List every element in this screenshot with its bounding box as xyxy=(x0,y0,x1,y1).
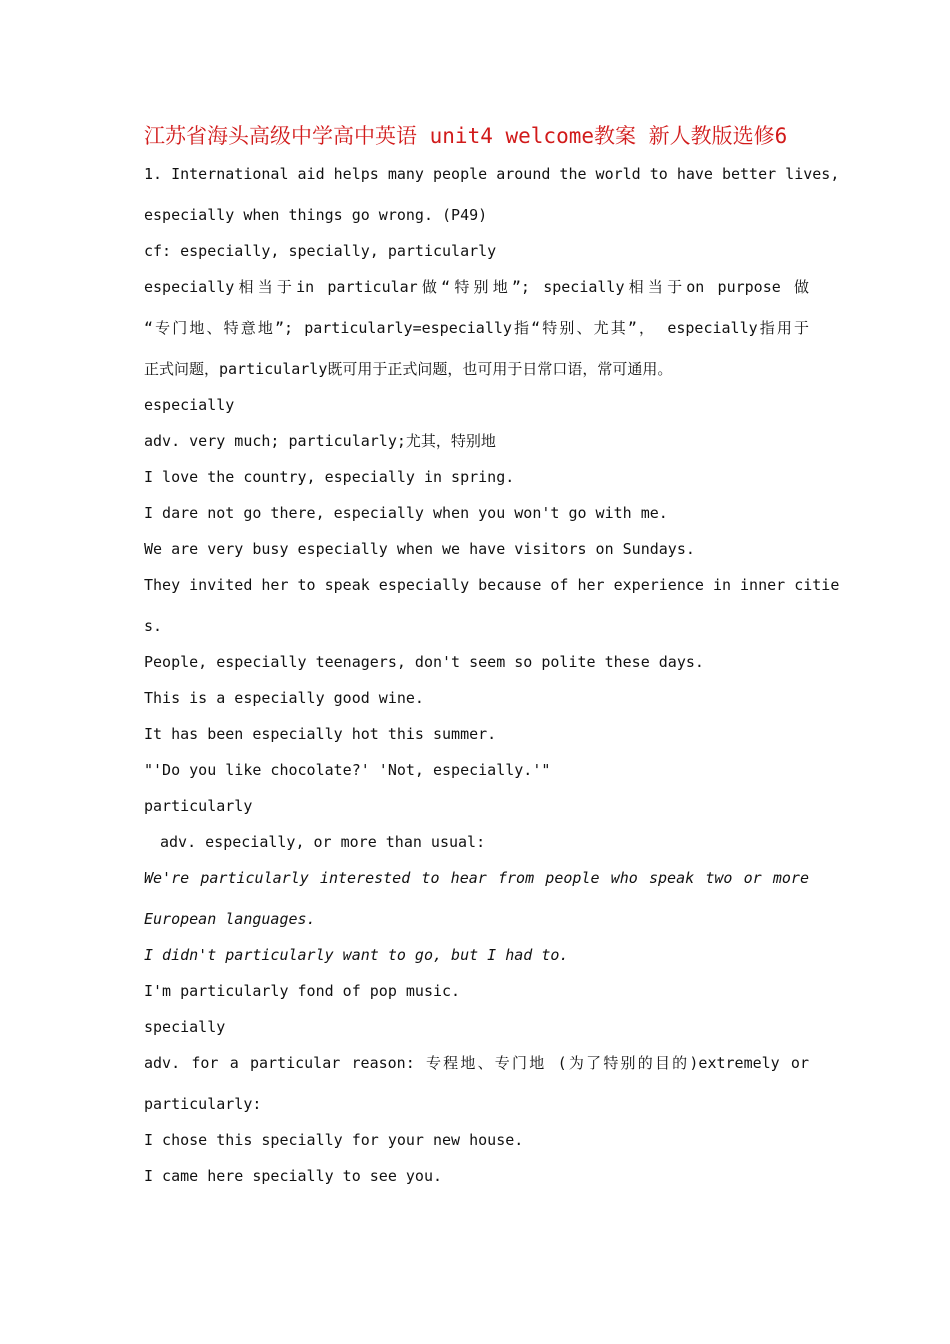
text-line: I love the country, especially in spring. xyxy=(144,468,515,486)
text-line: I'm particularly fond of pop music. xyxy=(144,982,461,1000)
text-line: We're particularly interested to hear from people who speak two or more xyxy=(144,869,809,887)
text-line: adv. for a particular reason: 专程地、专门地 (为了特别的目的)extremely or xyxy=(144,1054,809,1072)
text-line: This is a especially good wine. xyxy=(144,689,424,707)
text-line: “专门地、特意地”; particularly=especially指“特别、尤其”， especially指用于 xyxy=(144,319,809,337)
text-line: 1. International aid helps many people around the world to have better lives, xyxy=(144,165,840,183)
text-line: "'Do you like chocolate?' 'Not, especially.'" xyxy=(144,761,551,779)
text-line: specially xyxy=(144,1018,226,1036)
text-line: We are very busy especially when we have visitors on Sundays. xyxy=(144,540,695,558)
text-line: European languages. xyxy=(144,910,316,928)
text-line: adv. especially, or more than usual: xyxy=(160,833,486,851)
text-line: s. xyxy=(144,617,163,635)
text-line: particularly xyxy=(144,797,253,815)
text-line: especially相当于in particular做“特别地”; specially相当于on purpose 做 xyxy=(144,278,809,296)
text-line: They invited her to speak especially because of her experience in inner citie xyxy=(144,576,840,594)
text-line: adv. very much; particularly;尤其，特别地 xyxy=(144,432,496,450)
text-line: I came here specially to see you. xyxy=(144,1167,443,1185)
text-line: especially xyxy=(144,396,235,414)
text-line: I didn't particularly want to go, but I had to. xyxy=(144,946,569,964)
document-title: 江苏省海头高级中学高中英语 unit4 welcome教案 新人教版选修6 xyxy=(144,124,788,148)
text-line: 正式问题，particularly既可用于正式问题，也可用于日常口语，常可通用。 xyxy=(144,360,673,378)
text-line: I chose this specially for your new house. xyxy=(144,1131,524,1149)
text-line: It has been especially hot this summer. xyxy=(144,725,497,743)
text-line: especially when things go wrong. (P49) xyxy=(144,206,488,224)
text-line: cf: especially, specially, particularly xyxy=(144,242,497,260)
text-line: I dare not go there, especially when you won't go with me. xyxy=(144,504,668,522)
text-line: People, especially teenagers, don't seem so polite these days. xyxy=(144,653,704,671)
text-line: particularly: xyxy=(144,1095,262,1113)
